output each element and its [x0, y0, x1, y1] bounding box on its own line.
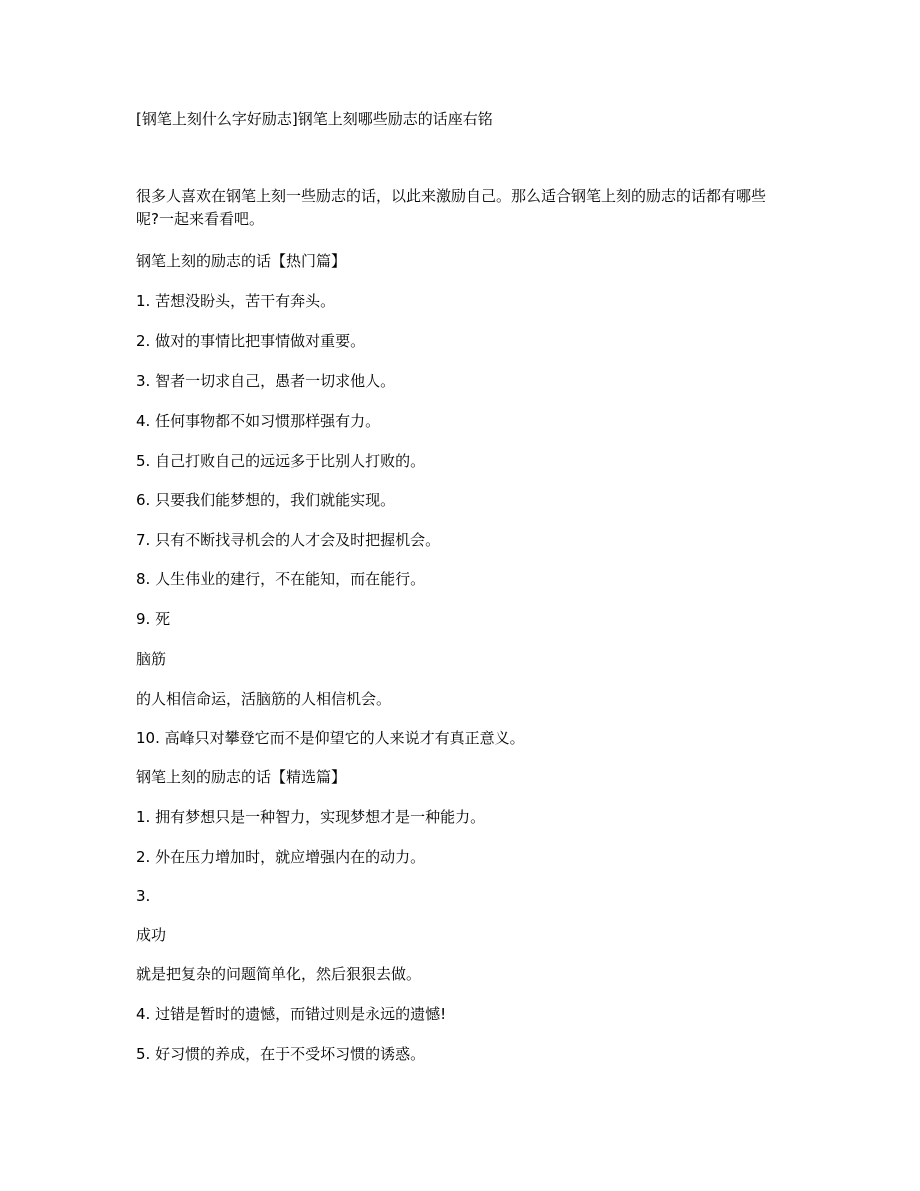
list-item: 1. 拥有梦想只是一种智力，实现梦想才是一种能力。	[136, 808, 486, 826]
list-item: 7. 只有不断找寻机会的人才会及时把握机会。	[136, 531, 441, 549]
list-item: 3. 智者一切求自己，愚者一切求他人。	[136, 372, 396, 390]
list-item: 9. 死	[136, 610, 171, 628]
list-item: 就是把复杂的问题简单化，然后狠狠去做。	[136, 965, 422, 983]
list-item: 脑筋	[136, 650, 167, 668]
intro-paragraph: 很多人喜欢在钢笔上刻一些励志的话，以此来激励自己。那么适合钢笔上刻的励志的话都有哪些呢?一起来看看吧。	[136, 187, 767, 228]
list-item: 4. 任何事物都不如习惯那样强有力。	[136, 412, 381, 430]
list-item: 5. 自己打败自己的远远多于比别人打败的。	[136, 452, 426, 470]
list-item: 8. 人生伟业的建行，不在能知，而在能行。	[136, 570, 426, 588]
section1-heading: 钢笔上刻的励志的话【热门篇】	[136, 252, 347, 270]
list-item: 的人相信命运，活脑筋的人相信机会。	[136, 690, 392, 708]
list-item: 3.	[136, 887, 151, 905]
list-item: 成功	[136, 926, 167, 944]
list-item: 10. 高峰只对攀登它而不是仰望它的人来说才有真正意义。	[136, 729, 525, 747]
list-item: 2. 做对的事情比把事情做对重要。	[136, 332, 366, 350]
list-item: 6. 只要我们能梦想的，我们就能实现。	[136, 491, 396, 509]
list-item: 4. 过错是暂时的遗憾，而错过则是永远的遗憾!	[136, 1005, 447, 1023]
section2-heading: 钢笔上刻的励志的话【精选篇】	[136, 768, 347, 786]
list-item: 2. 外在压力增加时，就应增强内在的动力。	[136, 848, 426, 866]
document-title: [钢笔上刻什么字好励志]钢笔上刻哪些励志的话座右铭	[136, 110, 493, 128]
list-item: 5. 好习惯的养成，在于不受坏习惯的诱惑。	[136, 1045, 426, 1063]
list-item: 1. 苦想没盼头，苦干有奔头。	[136, 292, 336, 310]
